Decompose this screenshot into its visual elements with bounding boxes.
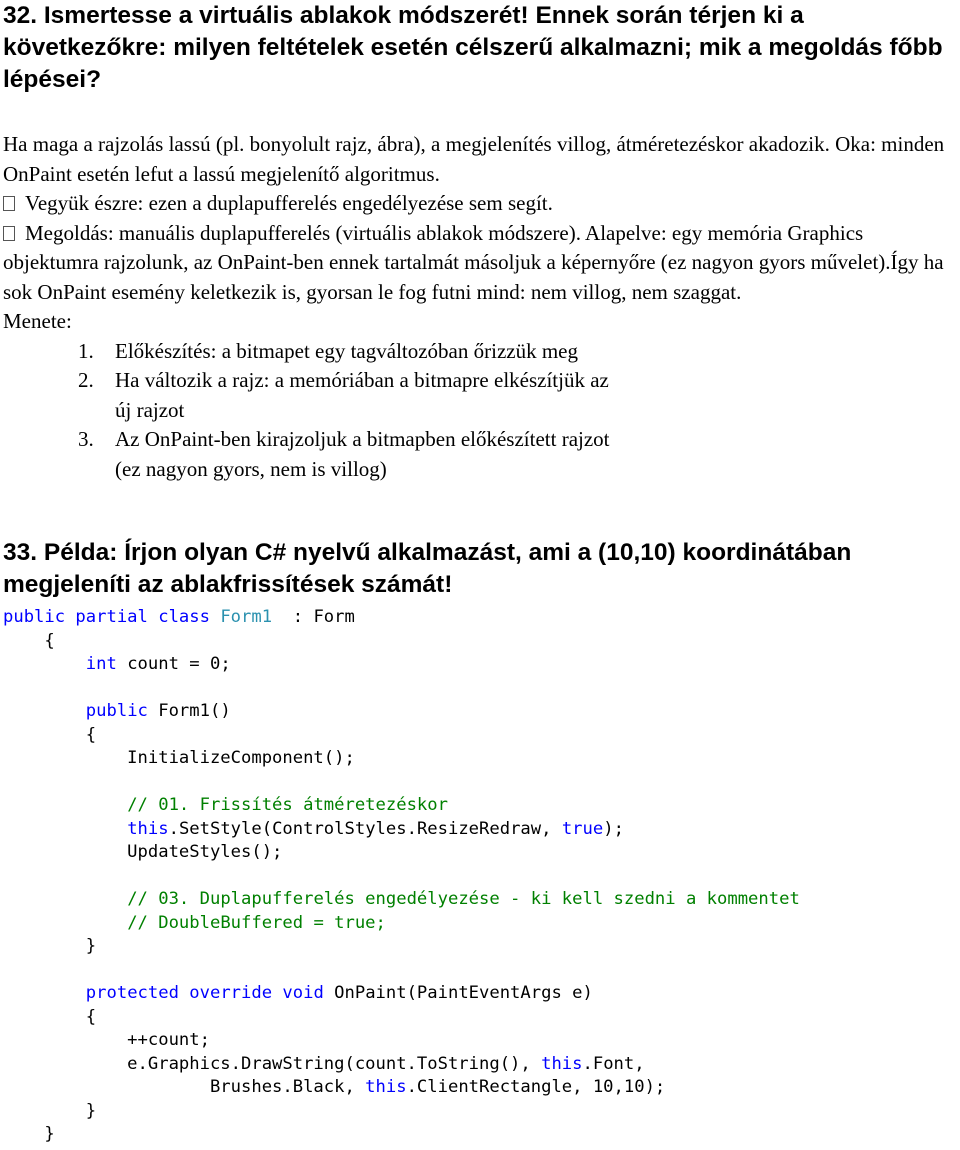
step-text-continued: (ez nagyon gyors, nem is villog)	[115, 456, 387, 481]
code-text	[3, 795, 127, 815]
steps-label: Menete:	[3, 309, 72, 333]
steps-list	[3, 337, 958, 485]
code-text	[3, 654, 86, 674]
code-text: );	[603, 818, 624, 839]
code-line	[3, 607, 355, 627]
code-comment: // DoubleBuffered = true;	[127, 912, 386, 933]
code-keyword: protected override void	[85, 983, 324, 1003]
list-item	[3, 366, 958, 425]
code-keyword: public partial class	[3, 607, 221, 627]
code-line	[3, 1124, 55, 1144]
code-comment: // 03. Duplapufferelés engedélyezése - ki kell szedni a kommentet	[127, 889, 800, 909]
code-keyword: true	[561, 818, 604, 839]
code-keyword: this	[365, 1077, 407, 1097]
list-item	[3, 337, 958, 367]
code-text	[3, 819, 127, 839]
step-number: 2.	[78, 368, 94, 392]
step-number: 3.	[78, 427, 94, 451]
step-text: Az OnPaint-ben kirajzoljuk a bitmapben előkészített rajzot	[115, 427, 610, 451]
code-line	[3, 748, 355, 768]
code-line	[3, 936, 96, 956]
code-text	[3, 889, 127, 909]
code-comment: // 01. Frissítés átméretezéskor	[127, 795, 448, 815]
code-text	[3, 913, 127, 933]
intro-paragraph: Ha maga a rajzolás lassú (pl. bonyolult rajz, ábra), a megjelenítés villog, átméretezéskor akadozik. Oka: minden OnPaint esetén lefut a lassú megjelenítő algoritmus.	[3, 132, 945, 186]
code-line	[3, 1030, 210, 1050]
section-32-body	[3, 130, 958, 484]
code-keyword: this	[541, 1053, 583, 1074]
code-text: OnPaint(PaintEventArgs e)	[323, 983, 593, 1003]
code-line	[3, 889, 800, 909]
code-line	[3, 913, 386, 933]
code-text: Brushes.Black,	[3, 1077, 366, 1097]
code-text: {	[3, 724, 97, 745]
code-keyword: public	[85, 701, 148, 721]
list-item	[3, 425, 958, 484]
code-line	[3, 795, 448, 815]
code-text: }	[3, 936, 97, 956]
step-text: Előkészítés: a bitmapet egy tagváltozóban őrizzük meg	[115, 338, 579, 363]
code-line	[3, 1101, 96, 1121]
code-text: .SetStyle(ControlStyles.ResizeRedraw,	[168, 818, 562, 839]
code-text: .ClientRectangle, 10,10);	[406, 1077, 666, 1097]
bullet-box-icon	[3, 226, 15, 241]
section-32-heading: 32. Ismertesse a virtuális ablakok módszerét! Ennek során térjen ki a következőkre: milyen feltételek esetén célszerű alkalmazni; mik a megoldás főbb lépései?	[3, 2, 943, 93]
code-text: {	[3, 1006, 97, 1027]
bullet-item	[3, 189, 958, 219]
code-text: InitializeComponent();	[3, 748, 355, 768]
code-line	[3, 842, 282, 862]
code-keyword: this	[127, 818, 169, 839]
code-text: e.Graphics.DrawString(count.ToString(),	[3, 1053, 542, 1074]
code-text: .Font,	[582, 1053, 645, 1074]
code-text	[3, 701, 86, 721]
code-text: UpdateStyles();	[3, 842, 283, 862]
bullet-text: Vegyük észre: ezen a duplapufferelés engedélyezése sem segít.	[25, 191, 553, 215]
bullet-item	[3, 219, 958, 308]
code-text: Form1()	[147, 701, 231, 721]
code-line	[3, 725, 96, 745]
code-line	[3, 819, 624, 839]
bullet-text: Megoldás: manuális duplapufferelés (virtuális ablakok módszere). Alapelve: egy memória Graphics objektumra rajzolunk, az OnPaint-ben ennek tartalmát másoljuk a képernyőre (ez nagyon gyors művelet).Így ha sok OnPaint esemény keletkezik is, gyorsan le fog futni mind: nem villog, nem szaggat.	[3, 220, 944, 304]
code-line	[3, 631, 55, 651]
code-line	[3, 654, 231, 674]
code-text: }	[3, 1100, 97, 1121]
code-text: count = 0;	[116, 654, 231, 674]
code-line	[3, 701, 231, 721]
step-text: Ha változik a rajz: a memóriában a bitmapre elkészítjük az	[115, 368, 609, 392]
code-line	[3, 1007, 96, 1027]
code-text: : Form	[272, 607, 355, 627]
code-text	[3, 983, 86, 1003]
code-keyword: int	[85, 654, 117, 674]
step-number: 1.	[78, 338, 94, 363]
step-text-continued: új rajzot	[115, 397, 185, 422]
code-text: }	[3, 1124, 55, 1144]
code-text: {	[3, 630, 55, 651]
code-text: ++count;	[3, 1030, 210, 1050]
code-type: Form1	[220, 607, 273, 627]
code-line	[3, 1077, 665, 1097]
code-line	[3, 983, 593, 1003]
bullet-box-icon	[3, 196, 15, 211]
section-33-heading: 33. Példa: Írjon olyan C# nyelvű alkalmazást, ami a (10,10) koordinátában megjeleníti az ablakfrissítések számát!	[3, 539, 852, 598]
code-line	[3, 1054, 645, 1074]
code-block	[3, 606, 958, 1147]
